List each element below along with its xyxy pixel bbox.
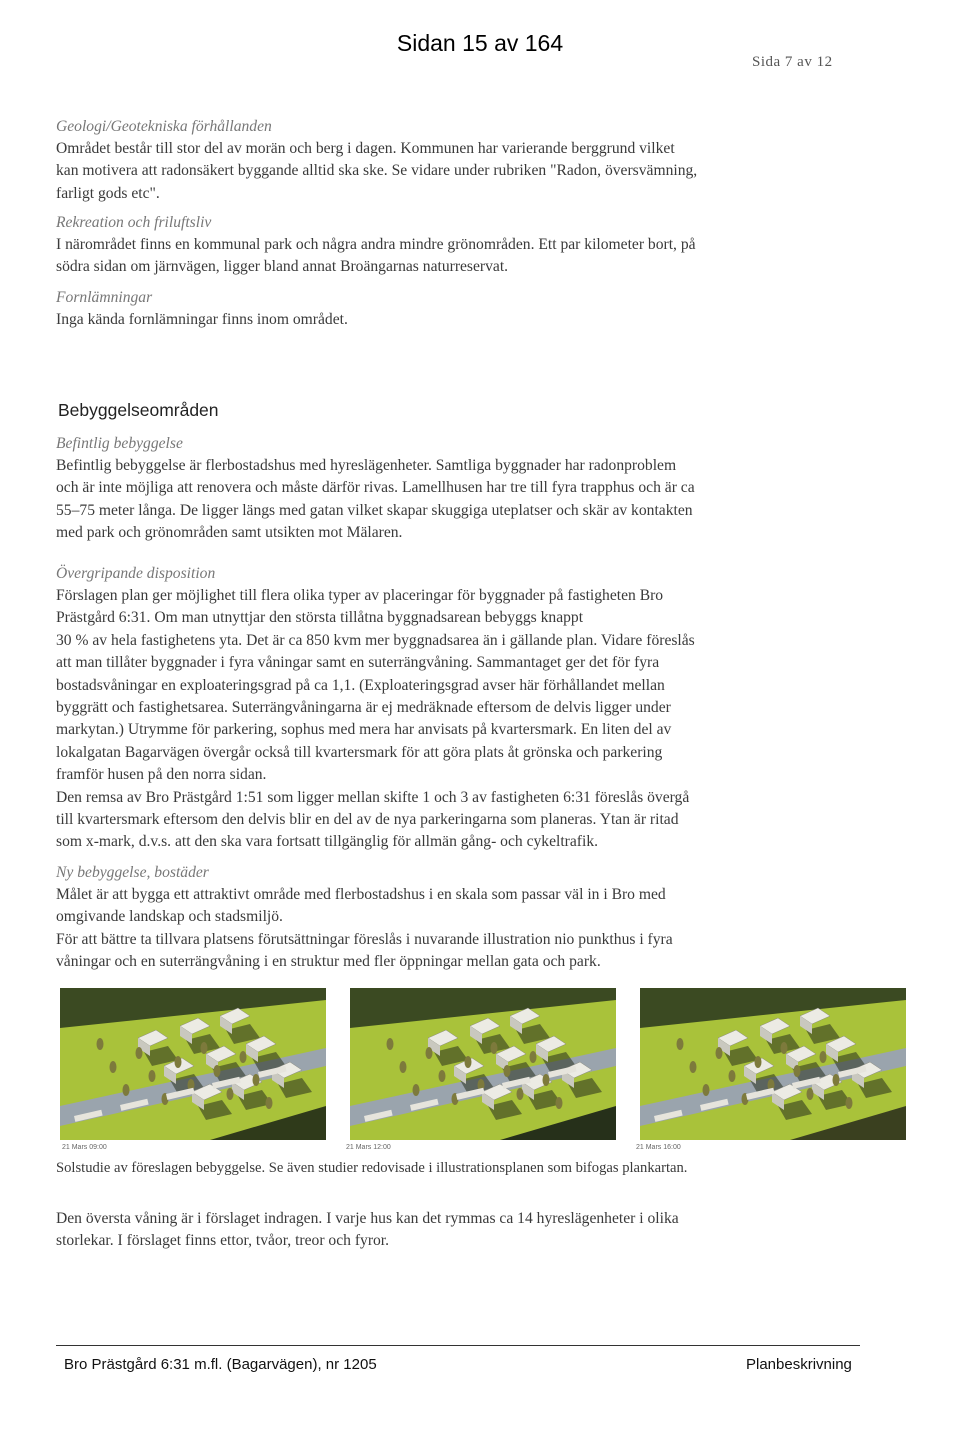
tree [556,1097,563,1109]
page-number: Sida 7 av 12 [752,54,833,70]
fornlamningar-heading: Fornlämningar [56,289,153,306]
overgripande-line: bostadsvåningar en exploateringsgrad på ca 1,1. (Exploateringsgrad avser här förhållandet mellan [56,676,665,694]
rekreation-line: södra sidan om järnvägen, ligger bland annat Broängarnas naturreservat. [56,258,509,276]
tree [465,1056,472,1068]
befintlig-line: och är inte möjliga att renovera och måste därför rivas. Lamellhusen har tre till fyra trapphus och är ca [56,479,695,497]
ny-heading: Ny bebyggelse, bostäder [56,864,209,881]
tree [387,1038,394,1050]
footer-document-id: Bro Prästgård 6:31 m.fl. (Bagarvägen), nr 1205 [64,1356,377,1373]
caption-text: Solstudie av föreslagen bebyggelse. Se även studier redovisade i illustrationsplanen som bifogas plankartan. [56,1160,688,1176]
tree [426,1047,433,1059]
tree [690,1061,697,1073]
geologi-heading: Geologi/Geotekniska förhållanden [56,118,272,135]
overgripande-section [56,563,856,854]
befintlig-line: med park och grönområden samt utsikten mot Mälaren. [56,524,403,542]
ny-line: omgivande landskap och stadsmiljö. [56,908,283,926]
overgripande-line: byggrätt och fastighetsarea. Suterrängvåningarna är ej medräknade eftersom de delvis ligger under [56,699,671,717]
footer-divider [56,1345,860,1346]
overgripande-line: markytan.) Utrymme för parkering, sophus med mera har anvisats på kvartersmark. En liten del av [56,721,672,739]
tree [729,1070,736,1082]
ny-line: våningar och en suterrängvåning i en struktur med fler öppningar mellan gata och park. [56,953,601,971]
geologi-line: farligt gods etc". [56,184,160,202]
geologi-line: kan motivera att radonsäkert byggande alltid ska ske. Se vidare under rubriken "Radon, översvämning, [56,162,698,180]
befintlig-line: 55–75 meter långa. De ligger längs med gatan vilket skapar skuggiga uteplatser och skär av kontakten [56,501,693,519]
overgripande-heading: Övergripande disposition [56,565,216,582]
closing-line: Den översta våning är i förslaget indragen. I varje hus kan det rymmas ca 14 hyreslägenheter i olika [56,1210,679,1227]
tree [201,1042,208,1054]
overgripande-line: som x-mark, d.v.s. att den ska vara fortsatt tillgänglig för allmän gång- och cykeltrafik. [56,833,599,851]
tree [400,1061,407,1073]
closing-section [56,1208,856,1253]
tree [253,1074,260,1086]
tree [781,1042,788,1054]
render-time-label: 21 Mars 12:00 [346,1144,391,1151]
footer-document-type: Planbeskrivning [746,1356,852,1373]
tree [439,1070,446,1082]
tree [240,1051,247,1063]
tree [491,1042,498,1054]
rekreation-line: I närområdet finns en kommunal park och några andra mindre grönområden. Ett par kilometer bort, på [56,236,696,253]
ny-section [56,862,856,974]
fornlamningar-section [56,287,856,331]
geologi-section [56,116,856,205]
overgripande-line: framför husen på den norra sidan. [56,766,267,784]
tree [517,1088,524,1100]
document-page-counter: Sidan 15 av 164 [396,30,564,56]
tree [123,1084,130,1096]
render-time-label: 21 Mars 16:00 [636,1144,681,1151]
befintlig-heading: Befintlig bebyggelse [56,435,183,452]
ny-line: Målet är att bygga ett attraktivt område med flerbostadshus i en skala som passar väl in i Bro med [56,886,666,903]
overgripande-line: att man tillåter byggnader i fyra våningar samt en suterrängvåning. Sammantaget ger det för fyra [56,654,660,672]
tree [504,1065,511,1077]
tree [214,1065,221,1077]
tree [716,1047,723,1059]
tree [110,1061,117,1073]
section-title: Bebyggelseområden [58,400,219,420]
tree [97,1038,104,1050]
sun-study-render-afternoon [640,988,906,1140]
render-time-label: 21 Mars 09:00 [62,1144,107,1151]
sun-study-render-morning [60,988,326,1140]
tree [846,1097,853,1109]
overgripande-line: Förslagen plan ger möjlighet till flera olika typer av placeringar för byggnader på fastigheten Bro [56,587,664,604]
tree [677,1038,684,1050]
tree [530,1051,537,1063]
sun-study-render-noon [350,988,616,1140]
overgripande-line: Den remsa av Bro Prästgård 1:51 som ligger mellan skifte 1 och 3 av fastigheten 6:31 föreslås övergå [56,788,690,806]
overgripande-line: till kvartersmark eftersom den delvis blir en del av de nya parkeringarna som planeras. Ytan är ritad [56,811,679,829]
tree [703,1084,710,1096]
geologi-line: Området består till stor del av morän och berg i dagen. Kommunen har varierande berggrund vilket [56,140,675,157]
tree [149,1070,156,1082]
overgripande-line: Prästgård 6:31. Om man utnyttjar den största tillåtna byggnadsarean bebyggs knappt [56,609,584,627]
overgripande-line: lokalgatan Bagarvägen övergår också till kvartersmark för att göra plats åt grönska och parkering [56,743,663,761]
tree [833,1074,840,1086]
tree [413,1084,420,1096]
tree [755,1056,762,1068]
befintlig-line: Befintlig bebyggelse är flerbostadshus med hyreslägenheter. Samtliga byggnader har radonproblem [56,457,677,474]
tree [175,1056,182,1068]
figure-caption [56,1157,856,1179]
fornlamningar-line: Inga kända fornlämningar finns inom området. [56,311,348,328]
rekreation-heading: Rekreation och friluftsliv [56,214,212,231]
tree [807,1088,814,1100]
befintlig-section [56,433,856,545]
rekreation-section [56,212,856,279]
closing-line: storlekar. I förslaget finns ettor, tvåor, treor och fyror. [56,1232,390,1250]
ny-line: För att bättre ta tillvara platsens förutsättningar föreslås i nuvarande illustration nio punkthus i fyra [56,930,673,948]
tree [820,1051,827,1063]
tree [543,1074,550,1086]
tree [266,1097,273,1109]
tree [794,1065,801,1077]
overgripande-line: 30 % av hela fastighetens yta. Det är ca 850 kvm mer byggnadsarea än i gällande plan. Vidare föreslås [56,631,695,649]
tree [136,1047,143,1059]
tree [227,1088,234,1100]
